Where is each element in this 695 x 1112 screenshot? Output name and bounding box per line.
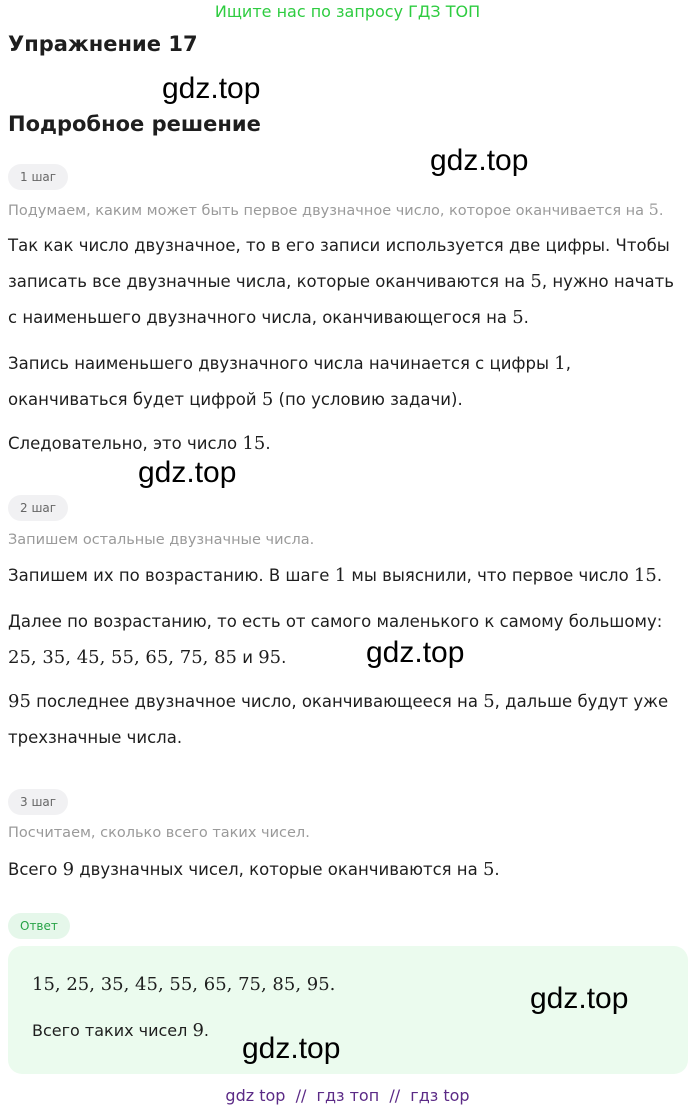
watermark: gdz.top	[530, 982, 629, 1015]
step-paragraph: Так как число двузначное, то в его записи используется две цифры. Чтобы записать все двузначные числа, которые оканчиваются на 5, нужно начать с наименьшего двузначного числа, оканчивающегося на 5.	[8, 236, 674, 328]
watermark: gdz.top	[242, 1032, 341, 1065]
step-hint: Запишем остальные двузначные числа.	[8, 532, 315, 548]
answer-numbers: 15, 25, 35, 45, 55, 65, 75, 85, 95.	[32, 974, 336, 995]
step-paragraph: 95 последнее двузначное число, оканчивающееся на 5, дальше будут уже трехзначные числа.	[8, 691, 669, 747]
step-paragraph: Следовательно, это число 15.	[8, 433, 271, 454]
step-badge: 2 шаг	[8, 495, 68, 521]
step-badge: 1 шаг	[8, 164, 68, 190]
step-paragraph: Далее по возрастанию, то есть от самого маленького к самому большому: 25, 35, 45, 55, 65, 75, 85 и 95.	[8, 612, 663, 668]
answer-text: Всего таких чисел 9.	[32, 1020, 209, 1041]
answer-badge: Ответ	[8, 913, 70, 939]
watermark: gdz.top	[162, 72, 261, 105]
watermark: gdz.top	[430, 144, 529, 177]
watermark: gdz.top	[138, 456, 237, 489]
step-hint: Посчитаем, сколько всего таких чисел.	[8, 825, 310, 841]
search-banner: Ищите нас по запросу ГДЗ ТОП	[214, 2, 481, 21]
watermark: gdz.top	[366, 636, 465, 669]
page-title: Упражнение 17	[8, 32, 198, 56]
step-paragraph: Запись наименьшего двузначного числа начинается с цифры 1, оканчиваться будет цифрой 5 (по условию задачи).	[8, 353, 571, 410]
step-badge: 3 шаг	[8, 789, 68, 815]
section-title: Подробное решение	[8, 112, 261, 136]
footer-links[interactable]: gdz top // гдз топ // гдз top	[225, 1086, 470, 1105]
step-paragraph: Запишем их по возрастанию. В шаге 1 мы выяснили, что первое число 15.	[8, 565, 663, 586]
step-hint: Подумаем, каким может быть первое двузначное число, которое оканчивается на 5.	[8, 200, 664, 219]
step-paragraph: Всего 9 двузначных чисел, которые оканчиваются на 5.	[8, 859, 500, 880]
